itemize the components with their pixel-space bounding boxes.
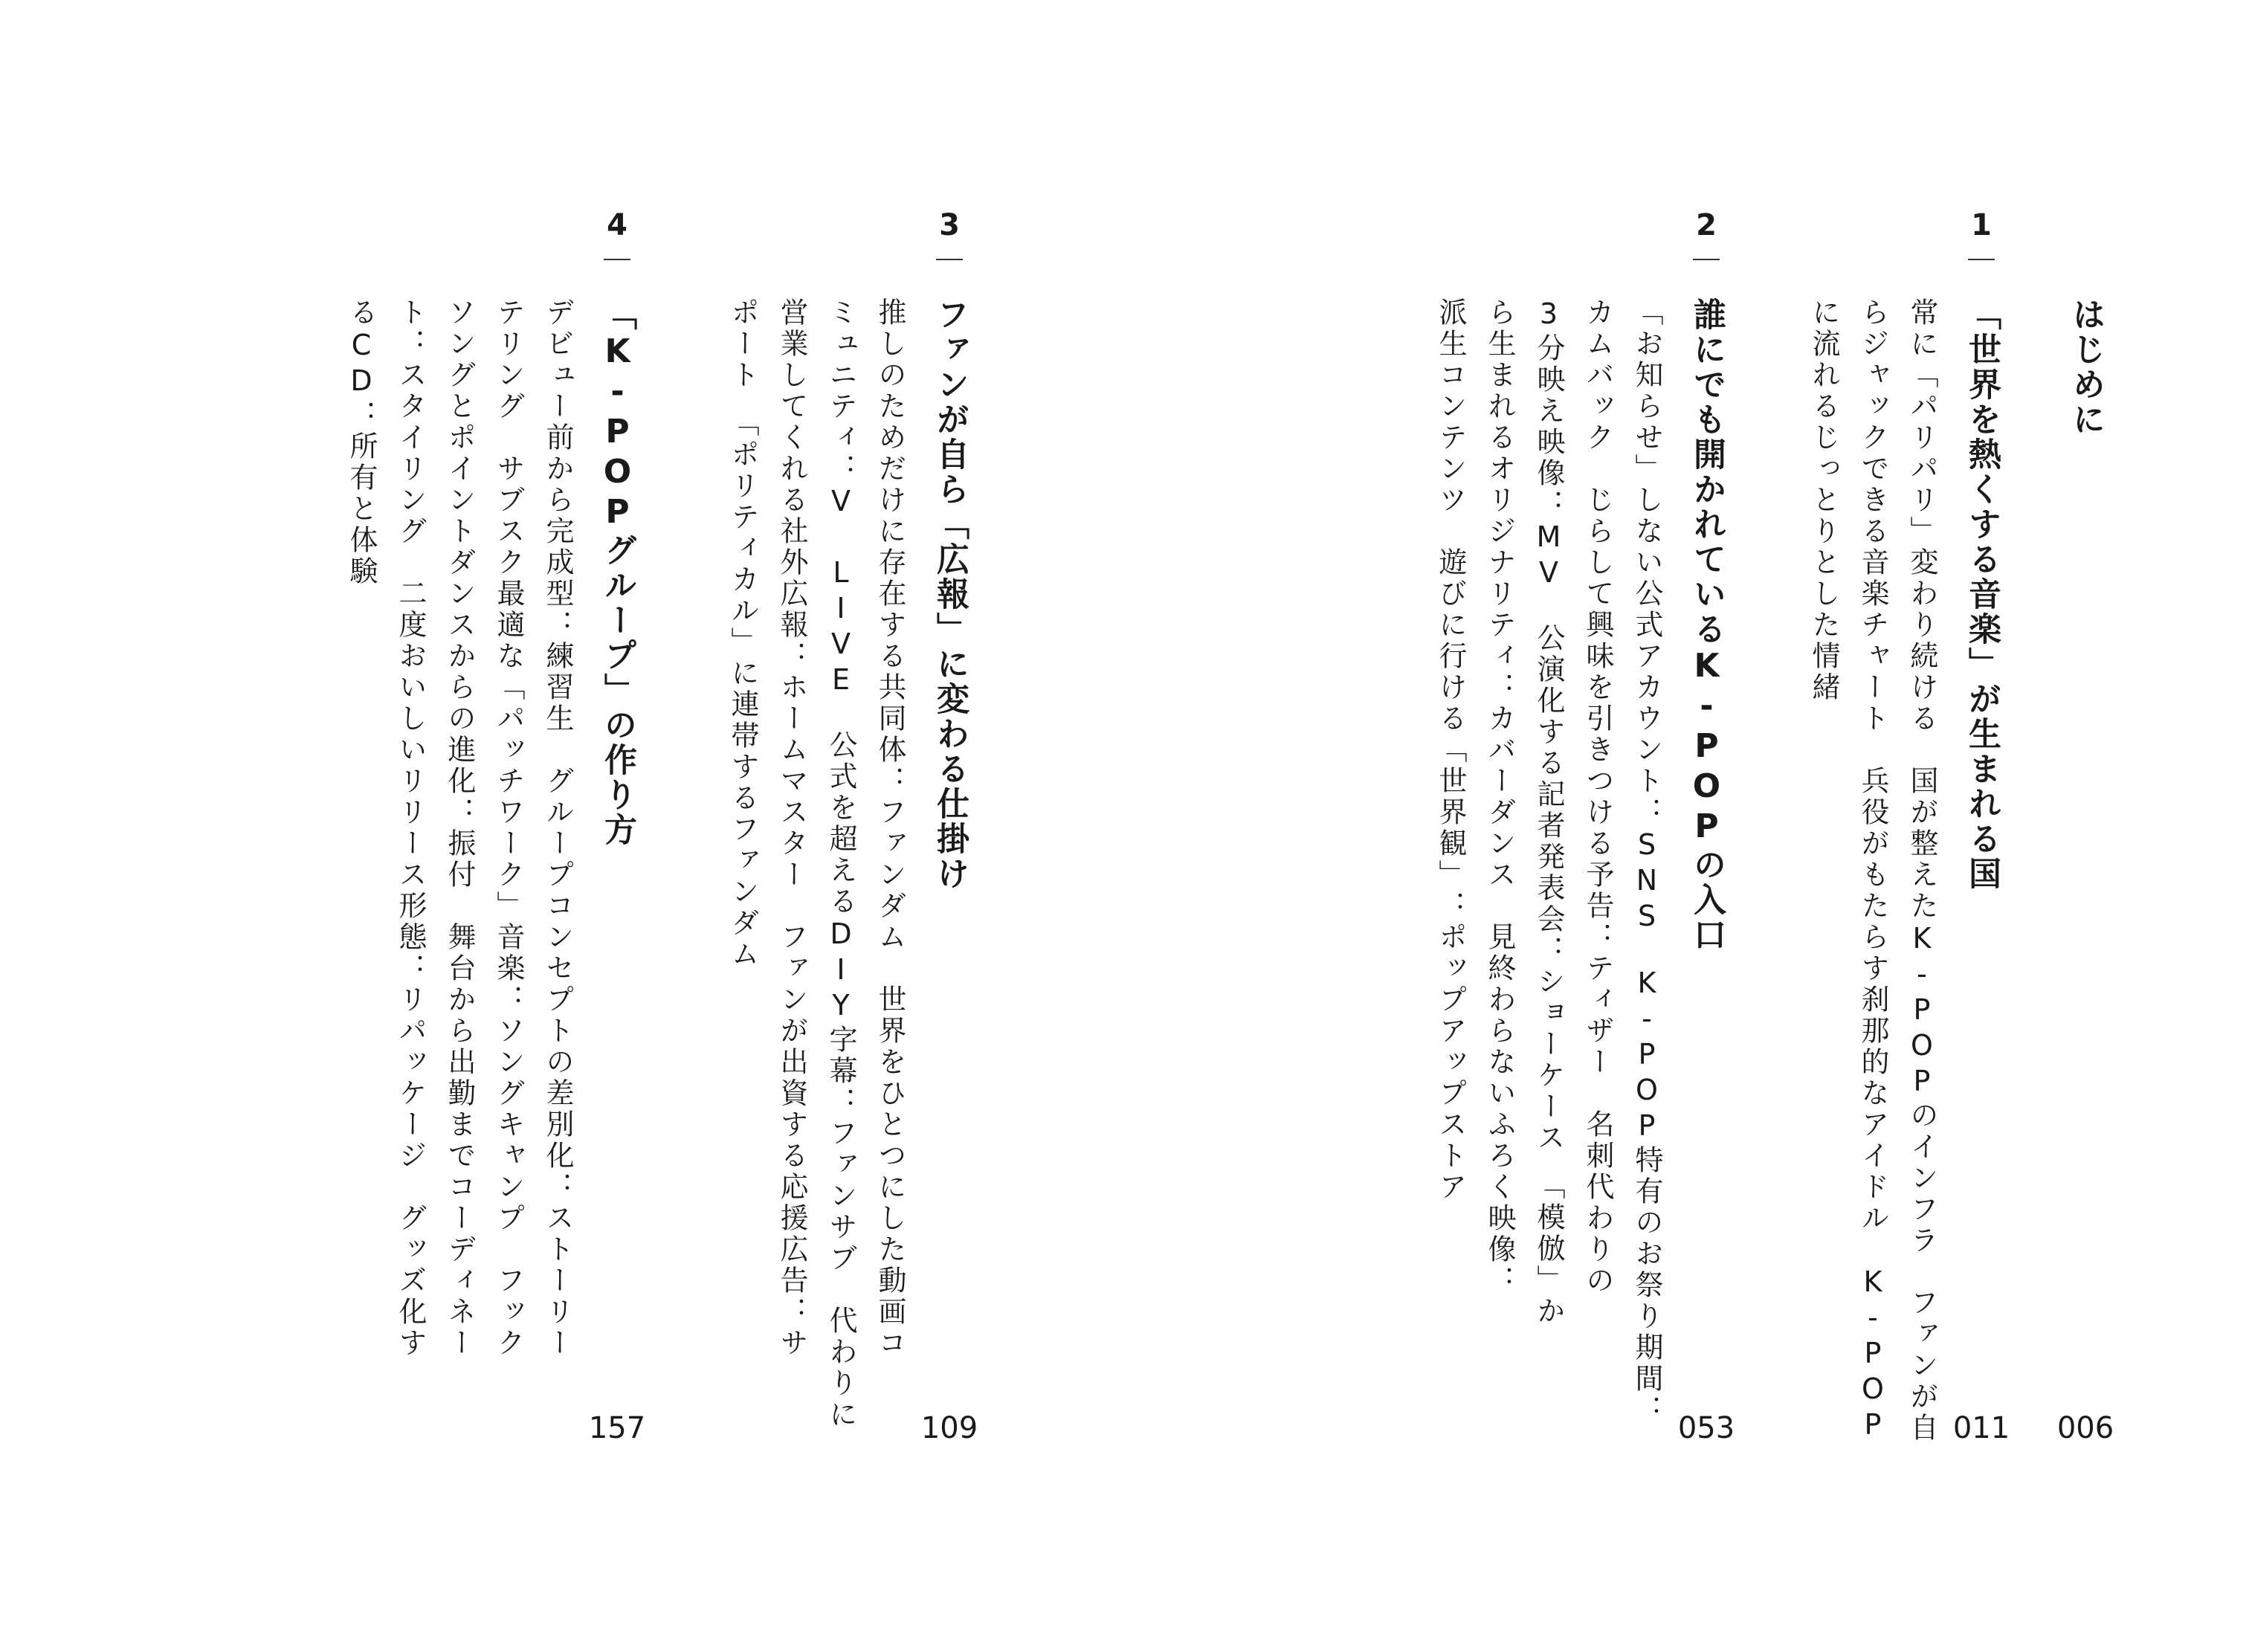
chapter-line: カムバック じらして興味を引きつける予告：ティザー 名刺代わりの [1581, 297, 1614, 1297]
chapter-page-number: 157 [588, 1411, 646, 1445]
chapter-line: らジャックできる音楽チャート 兵役がもたらす刹那的なアイドル K-POP [1856, 297, 1889, 1444]
chapter-page-number: 011 [1952, 1411, 2010, 1445]
chapter-line: デビュー前から完成型：練習生 グループコンセプトの差別化：ストーリー [541, 297, 574, 1359]
chapter-number: 1 [1971, 208, 1992, 242]
intro-title: はじめに [2067, 297, 2105, 437]
chapter-line: ソングとポイントダンスからの進化：振付 舞台から出勤までコーディネー [443, 297, 476, 1359]
chapter-number: 3 [939, 208, 960, 242]
chapter-line: ら生まれるオリジナリティ：カバーダンス 見終わらないふろく映像： [1483, 297, 1516, 1297]
chapter-divider [1693, 259, 1720, 260]
intro-entry [2056, 0, 2114, 1445]
chapter-title: 「世界を熱くする音楽」が生まれる国 [1963, 297, 2001, 891]
chapter-number: 2 [1696, 208, 1717, 242]
chapter-line: テリング サブスク最適な「パッチワーク」音楽：ソングキャンプ フック [492, 297, 525, 1359]
chapter-4 [345, 0, 646, 1445]
chapter-line: 派生コンテンツ 遊びに行ける「世界観」：ポップアップストア [1434, 297, 1467, 1203]
chapter-divider [936, 259, 963, 260]
chapter-divider [604, 259, 630, 260]
chapter-line: 推しのためだけに存在する共同体：ファンダム 世界をひとつにした動画コ [874, 297, 906, 1359]
chapter-line: ミュニティ：V LIVE 公式を超えるDIY字幕：ファンサブ 代わりに [825, 297, 857, 1430]
chapter-line: 「お知らせ」しない公式アカウント：SNS K-POP特有のお祭り期間： [1630, 297, 1663, 1426]
chapter-line: 3分映え映像：MV 公演化する記者発表会：ショーケース 「模倣」か [1532, 297, 1565, 1327]
chapter-title: 「K-POPグループ」の作り方 [598, 297, 636, 848]
chapter-line: 常に「パリパリ」変わり続ける 国が整えたK-POPのインフラ ファンが自 [1906, 297, 1938, 1444]
chapter-1 [1807, 0, 2010, 1445]
chapter-title: 誰にでも開かれているK-POPの入口 [1688, 297, 1726, 952]
chapter-line: に流れるじっとりとした情緒 [1807, 297, 1840, 703]
chapter-line: ポート 「ポリティカル」に連帯するファンダム [726, 297, 759, 970]
chapter-page-number: 053 [1677, 1411, 1735, 1445]
chapter-3 [726, 0, 978, 1445]
chapter-page-number: 109 [920, 1411, 978, 1445]
chapter-title: ファンが自ら「広報」に変わる仕掛け [931, 297, 969, 891]
intro-page-number: 006 [2056, 1411, 2114, 1445]
chapter-line: るCD：所有と体験 [345, 297, 378, 587]
chapter-line: ト：スタイリング 二度おいしいリリース形態：リパッケージ グッズ化す [394, 297, 427, 1359]
chapter-number: 4 [607, 208, 627, 242]
chapter-line: 営業してくれる社外広報：ホームマスター ファンが出資する応援広告：サ [775, 297, 808, 1359]
chapter-divider [1968, 259, 1995, 260]
chapter-2 [1434, 0, 1735, 1445]
